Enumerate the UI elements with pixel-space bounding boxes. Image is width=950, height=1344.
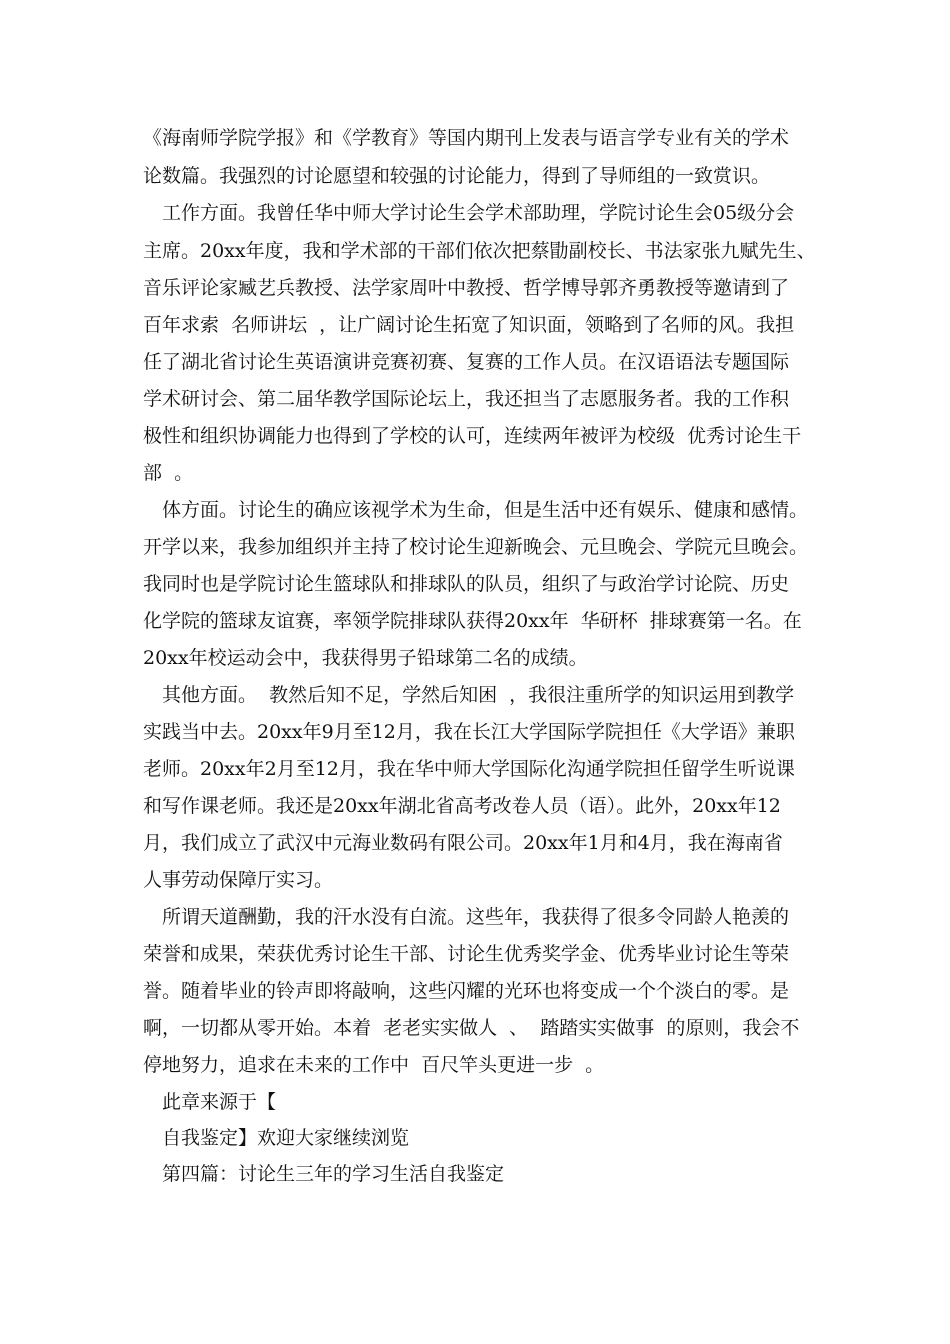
text-line: 其他方面。 教然后知不足，学然后知困 ，我很注重所学的知识运用到教学 (162, 684, 795, 706)
text-line: 和写作课老师。我还是20xx年湖北省高考改卷人员（语）。此外，20xx年12 (143, 795, 781, 817)
text-line: 工作方面。我曾任华中师大学讨论生会学术部助理，学院讨论生会05级分会 (162, 202, 795, 224)
text-line: 百年求索 名师讲坛 ，让广阔讨论生拓宽了知识面，领略到了名师的风。我担 (143, 314, 795, 336)
text-line: 荣誉和成果，荣获优秀讨论生干部、讨论生优秀奖学金、优秀毕业讨论生等荣 (143, 943, 790, 965)
text-line: 月，我们成立了武汉中元海业数码有限公司。20xx年1月和4月，我在海南省 (143, 832, 783, 854)
text-line: 老师。20xx年2月至12月，我在华中师大学国际化沟通学院担任留学生听说课 (143, 758, 795, 780)
text-line: 化学院的篮球友谊赛，率领学院排球队获得20xx年 华研杯 排球赛第一名。在 (143, 610, 802, 632)
text-line: 此章来源于【 (162, 1091, 277, 1113)
text-line: 论数篇。我强烈的讨论愿望和较强的讨论能力，得到了导师组的一致赏识。 (143, 165, 771, 187)
text-line: 实践当中去。20xx年9月至12月，我在长江大学国际学院担任《大学语》兼职 (143, 721, 795, 743)
section-heading: 第四篇：讨论生三年的学习生活自我鉴定 (162, 1163, 505, 1185)
text-line: 20xx年校运动会中，我获得男子铅球第二名的成绩。 (143, 647, 588, 669)
text-line: 我同时也是学院讨论生篮球队和排球队的队员，组织了与政治学讨论院、历史 (143, 573, 790, 595)
text-line: 极性和组织协调能力也得到了学校的认可，连续两年被评为校级 优秀讨论生干 (143, 425, 802, 447)
text-line: 主席。20xx年度，我和学术部的干部们依次把蔡勖副校长、书法家张九赋先生、 (143, 240, 816, 262)
text-line: 音乐评论家臧艺兵教授、法学家周叶中教授、哲学博导郭齐勇教授等邀请到了 (143, 277, 790, 299)
text-line: 所谓天道酬勤，我的汗水没有白流。这些年，我获得了很多令同龄人艳羡的 (162, 906, 790, 928)
text-line: 啊，一切都从零开始。本着 老老实实做人 、 踏踏实实做事 的原则，我会不 (143, 1017, 800, 1039)
text-line: 学术研讨会、第二届华教学国际论坛上，我还担当了志愿服务者。我的工作积 (143, 388, 790, 410)
text-line: 誉。随着毕业的铃声即将敲响，这些闪耀的光环也将变成一个个淡白的零。是 (143, 980, 790, 1002)
text-line: 体方面。讨论生的确应该视学术为生命，但是生活中还有娱乐、健康和感情。 (162, 499, 809, 521)
text-line: 部 。 (143, 462, 194, 484)
text-line: 任了湖北省讨论生英语演讲竞赛初赛、复赛的工作人员。在汉语语法专题国际 (143, 351, 790, 373)
text-line: 《海南师学院学报》和《学教育》等国内期刊上发表与语言学专业有关的学术 (143, 127, 790, 149)
text-line: 停地努力，追求在未来的工作中 百尺竿头更进一步 。 (143, 1054, 605, 1076)
text-line: 开学以来，我参加组织并主持了校讨论生迎新晚会、元旦晚会、学院元旦晚会。 (143, 536, 809, 558)
text-line: 自我鉴定】欢迎大家继续浏览 (162, 1127, 410, 1149)
text-line: 人事劳动保障厅实习。 (143, 869, 334, 891)
